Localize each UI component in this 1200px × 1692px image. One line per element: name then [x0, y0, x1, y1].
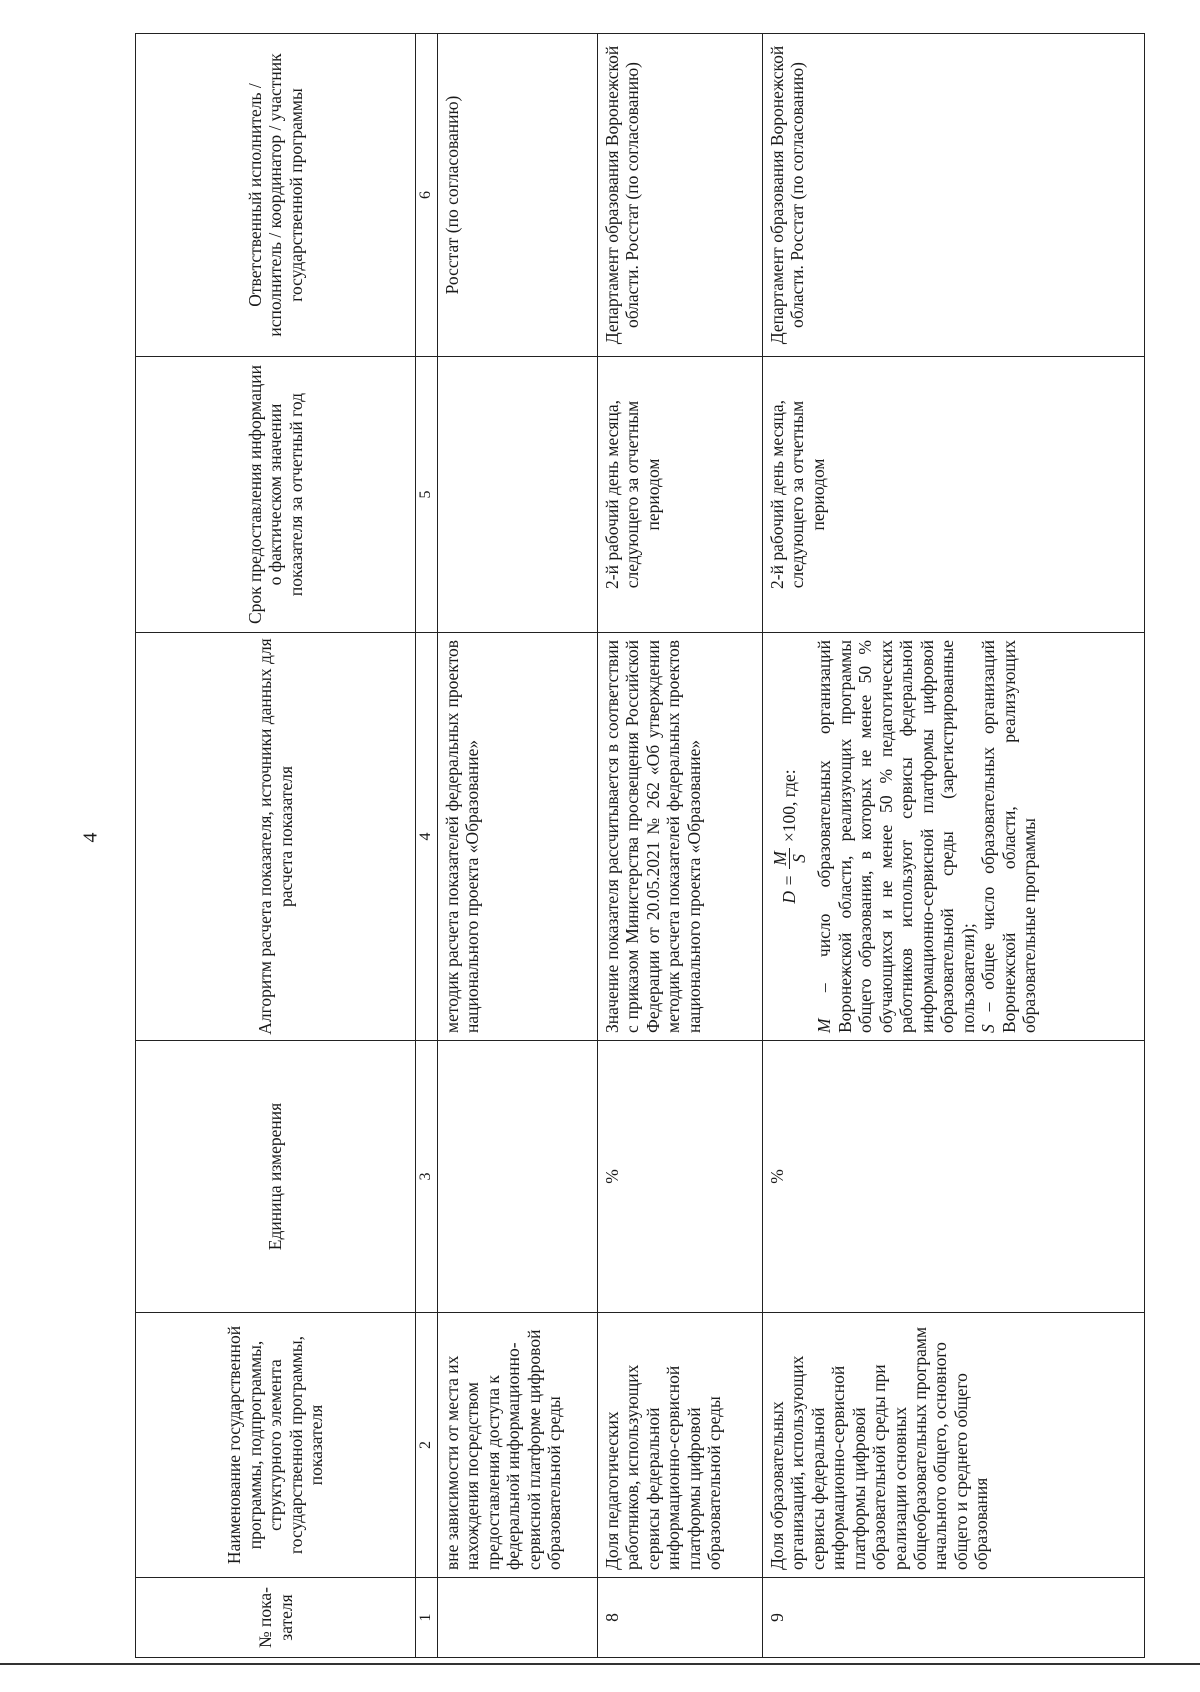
algorithm-s-definition — [978, 640, 1039, 1033]
row-indicator-name: вне зависимости от места их нахождения посредством предоставления доступа к федеральной информационно-сервисной платформе цифровой образовательной среды — [437, 1313, 597, 1578]
column-number-row — [416, 34, 438, 1658]
formula-lhs: D = — [779, 874, 800, 904]
formula-denominator: S — [789, 854, 810, 863]
header-indicator-number: № пока-зателя — [136, 1578, 416, 1658]
formula-rhs: ×100, где: — [779, 769, 800, 843]
column-number: 5 — [416, 357, 438, 633]
row-number: 9 — [762, 1578, 1144, 1658]
column-number: 2 — [416, 1313, 438, 1578]
symbol-s: S — [978, 1024, 999, 1033]
column-number: 4 — [416, 633, 438, 1041]
table-row — [762, 34, 1144, 1658]
indicator-table-rotated — [135, 34, 1145, 1658]
row-responsible: Департамент образования Воронежской области. Росстат (по согласованию) — [762, 34, 1144, 357]
header-algorithm: Алгоритм расчета показателя, источники данных для расчета показателя — [136, 633, 416, 1041]
row-deadline: 2-й рабочий день месяца, следующего за отчетным периодом — [597, 357, 762, 633]
indicator-table — [135, 33, 1145, 1658]
row-indicator-name: Доля образовательных организаций, использующих сервисы федеральной информационно-сервисной платформы цифровой образовательной среды при реализации основных общеобразовательных программ начального общего, основного общего и среднего общего образования — [762, 1313, 1144, 1578]
table-row — [597, 34, 762, 1658]
row-number: 8 — [597, 1578, 762, 1658]
formula-fraction — [771, 848, 809, 869]
column-number: 1 — [416, 1578, 438, 1658]
row-number — [437, 1578, 597, 1658]
row-deadline — [437, 357, 597, 633]
row-unit — [437, 1041, 597, 1313]
formula — [771, 640, 809, 1033]
column-number: 3 — [416, 1041, 438, 1313]
s-definition-text: – общее число образовательных организаций Воронежской области, реализующих образовательные программы — [978, 640, 1040, 1033]
table-header-row — [136, 34, 416, 1658]
algorithm-m-definition — [814, 640, 978, 1033]
row-responsible: Департамент образования Воронежской области. Росстат (по согласованию) — [597, 34, 762, 357]
header-program-name: Наименование государственной программы, подпрограммы, структурного элемента государственной программы, показателя — [136, 1313, 416, 1578]
m-definition-text: – число образовательных организаций Воронежской области, реализующих программы общего образования, в которых не менее 50 % обучающихся и не менее 50 % педагогических работников используют сервисы федеральной информационно-сервисной платформы цифровой образовательной среды (зарегистрированные пользователи); — [814, 640, 978, 1033]
symbol-m: M — [814, 1018, 835, 1033]
row-responsible: Росстат (по согласованию) — [437, 34, 597, 357]
formula-numerator: M — [771, 848, 790, 869]
row-indicator-name: Доля педагогических работников, использующих сервисы федеральной информационно-сервисной платформы цифровой образовательной среды — [597, 1313, 762, 1578]
page-number: 4 — [79, 832, 102, 843]
row-deadline: 2-й рабочий день месяца, следующего за отчетным периодом — [762, 357, 1144, 633]
bottom-rule — [0, 1663, 1200, 1665]
header-responsible: Ответственный исполнитель / исполнитель / координатор / участник государственной программы — [136, 34, 416, 357]
column-number: 6 — [416, 34, 438, 357]
row-algorithm: методик расчета показателей федеральных проектов национального проекта «Образование» — [437, 633, 597, 1041]
row-algorithm — [762, 633, 1144, 1041]
header-unit: Единица измерения — [136, 1041, 416, 1313]
row-unit: % — [762, 1041, 1144, 1313]
header-deadline: Срок предоставления информации о фактическом значении показателя за отчетный год — [136, 357, 416, 633]
table-row — [437, 34, 597, 1658]
row-unit: % — [597, 1041, 762, 1313]
row-algorithm: Значение показателя рассчитывается в соответствии с приказом Министерства просвещения Российской Федерации от 20.05.2021 № 262 «Об утверждении методик расчета показателей федеральных проектов национального проекта «Образование» — [597, 633, 762, 1041]
